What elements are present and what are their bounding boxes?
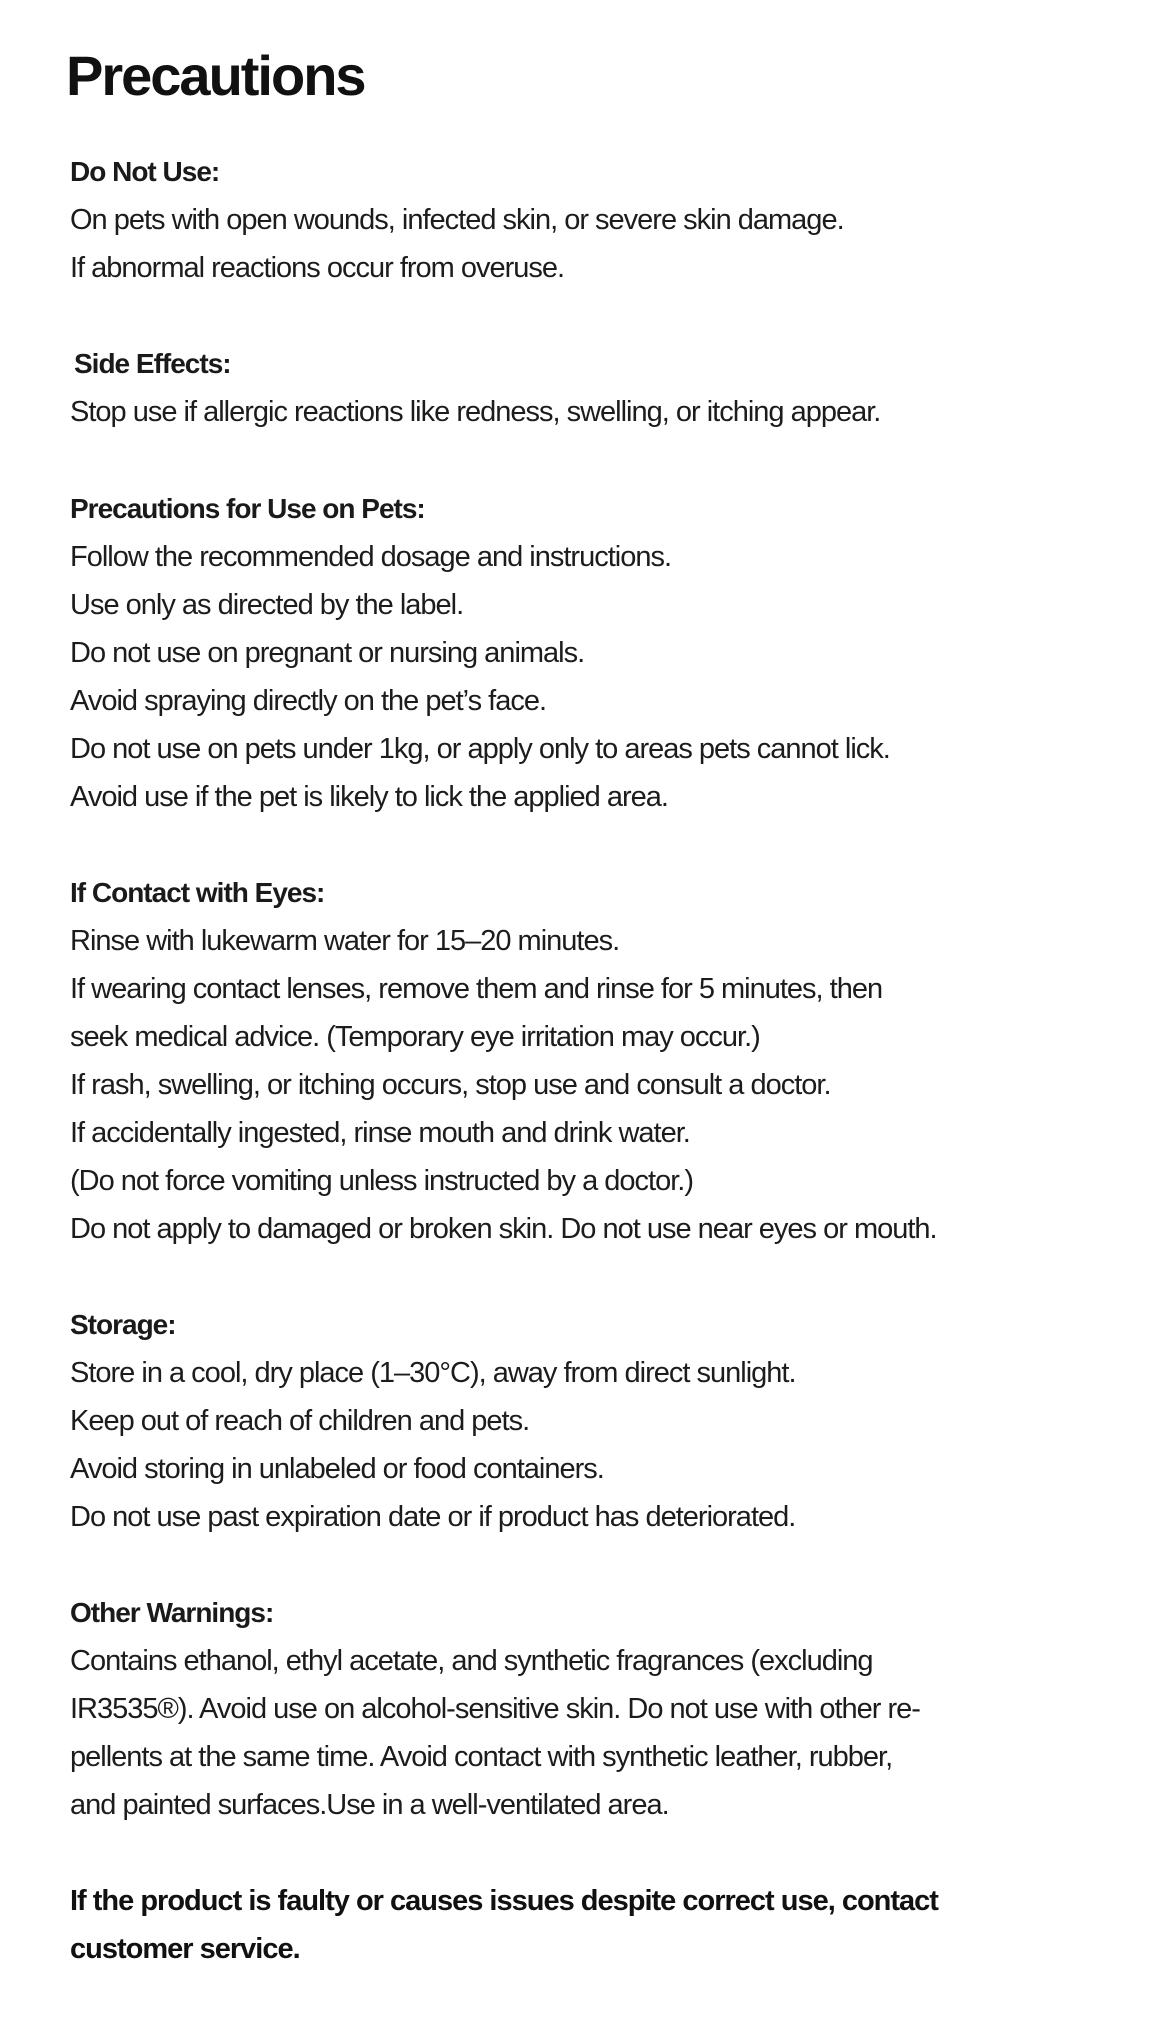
section-heading: If Contact with Eyes: [70,877,325,908]
section-line: Follow the recommended dosage and instructions. [70,541,672,573]
section-line: Use only as directed by the label. [70,589,464,621]
section-line: Rinse with lukewarm water for 15–20 minutes. [70,925,620,957]
section-line: Stop use if allergic reactions like redness, swelling, or itching appear. [70,396,881,428]
section-eye-contact [70,869,1110,1253]
section-storage [70,1301,1110,1541]
closing-line: customer service. [70,1933,300,1965]
section-heading: Precautions for Use on Pets: [70,493,425,524]
section-heading: Other Warnings: [70,1597,274,1628]
section-line: IR3535®). Avoid use on alcohol-sensitive skin. Do not use with other re- [70,1693,920,1725]
section-line: seek medical advice. (Temporary eye irritation may occur.) [70,1021,760,1053]
section-line: Avoid use if the pet is likely to lick the applied area. [70,781,668,813]
section-line: Do not use on pets under 1kg, or apply only to areas pets cannot lick. [70,733,890,765]
section-other-warnings [70,1589,1110,1829]
section-line: Avoid storing in unlabeled or food containers. [70,1453,604,1485]
section-heading: Side Effects: [74,348,231,379]
section-line: On pets with open wounds, infected skin, or severe skin damage. [70,204,844,236]
section-side-effects [70,340,1110,436]
section-line: (Do not force vomiting unless instructed by a doctor.) [70,1165,693,1197]
closing-note [70,1877,1110,1973]
section-line: Avoid spraying directly on the pet’s face. [70,685,547,717]
section-line: Keep out of reach of children and pets. [70,1405,530,1437]
section-line: Do not use past expiration date or if product has deteriorated. [70,1501,796,1533]
section-line: Do not apply to damaged or broken skin. Do not use near eyes or mouth. [70,1213,937,1245]
section-line: If rash, swelling, or itching occurs, stop use and consult a doctor. [70,1069,831,1101]
section-line: and painted surfaces.Use in a well-ventilated area. [70,1789,669,1821]
section-line: Do not use on pregnant or nursing animals. [70,637,585,669]
closing-line: If the product is faulty or causes issues despite correct use, contact [70,1885,938,1917]
section-heading: Do Not Use: [70,156,220,187]
section-precautions-for-pets [70,485,1110,821]
section-heading: Storage: [70,1309,176,1340]
section-line: Store in a cool, dry place (1–30°C), away from direct sunlight. [70,1357,796,1389]
section-line: pellents at the same time. Avoid contact with synthetic leather, rubber, [70,1741,893,1773]
section-line: If accidentally ingested, rinse mouth and drink water. [70,1117,690,1149]
section-line: Contains ethanol, ethyl acetate, and synthetic fragrances (excluding [70,1645,873,1677]
page-title: Precautions [66,44,365,107]
section-line: If abnormal reactions occur from overuse. [70,252,565,284]
section-line: If wearing contact lenses, remove them and rinse for 5 minutes, then [70,973,883,1005]
section-do-not-use [70,148,1110,292]
